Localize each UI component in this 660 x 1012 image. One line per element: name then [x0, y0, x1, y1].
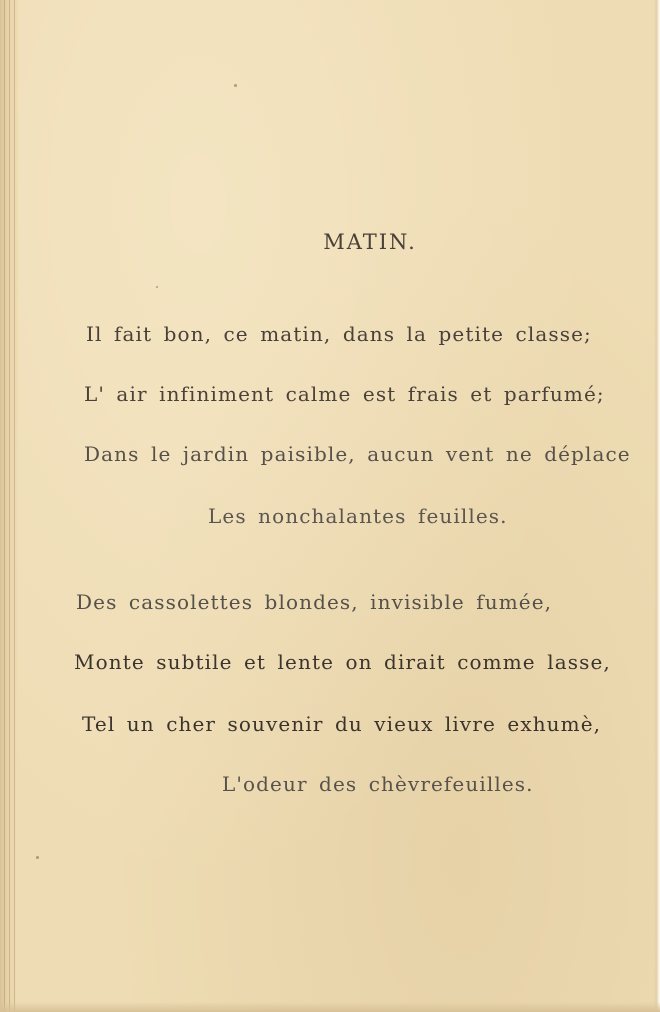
poem-line: Les nonchalantes feuilles. [208, 504, 508, 528]
poem-line: Dans le jardin paisible, aucun vent ne déplace [84, 442, 631, 466]
poem-line: Monte subtile et lente on dirait comme lasse, [74, 650, 611, 674]
poem-line: Tel un cher souvenir du vieux livre exhumè, [82, 712, 602, 736]
poem-line: Des cassolettes blondes, invisible fumée, [76, 590, 553, 614]
poem-line: Il fait bon, ce matin, dans la petite classe; [86, 322, 592, 346]
poem-title: MATIN. [323, 230, 417, 254]
poem-line: L' air infiniment calme est frais et parfumé; [84, 382, 605, 406]
poem-line: L'odeur des chèvrefeuilles. [222, 772, 534, 796]
